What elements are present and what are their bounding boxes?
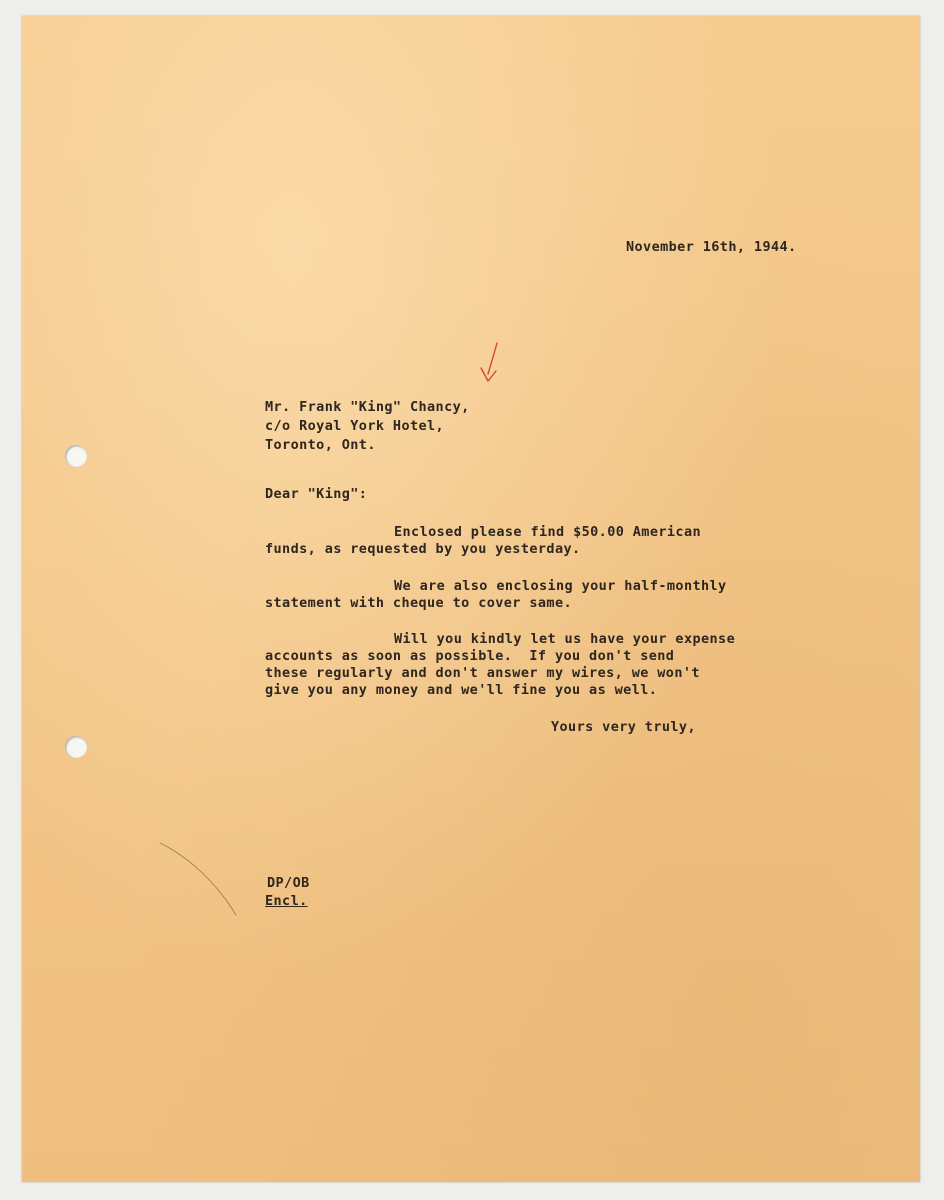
address-line-name: Mr. Frank "King" Chancy, [265, 399, 470, 415]
paragraph-3-line-4: give you any money and we'll fine you as well. [265, 682, 658, 698]
address-line-hotel: c/o Royal York Hotel, [265, 418, 445, 434]
punch-hole-top [65, 445, 87, 467]
letter-date: November 16th, 1944. [626, 239, 797, 255]
closing: Yours very truly, [551, 719, 696, 735]
paragraph-3-line-1: Will you kindly let us have your expense [394, 631, 736, 647]
address-line-city: Toronto, Ont. [265, 437, 376, 453]
punch-hole-bottom [65, 736, 87, 758]
paragraph-2-line-1: We are also enclosing your half-monthly [394, 578, 727, 594]
paragraph-1-line-1: Enclosed please find $50.00 American [394, 524, 701, 540]
paragraph-3-line-3: these regularly and don't answer my wires, we won't [265, 665, 700, 681]
paragraph-2-line-2: statement with cheque to cover same. [265, 595, 572, 611]
paragraph-1-line-2: funds, as requested by you yesterday. [265, 541, 581, 557]
paragraph-3-line-2: accounts as soon as possible. If you don't send [265, 648, 675, 664]
salutation: Dear "King": [265, 486, 368, 502]
enclosure-note: Encl. [265, 893, 308, 909]
typist-initials: DP/OB [267, 875, 310, 891]
